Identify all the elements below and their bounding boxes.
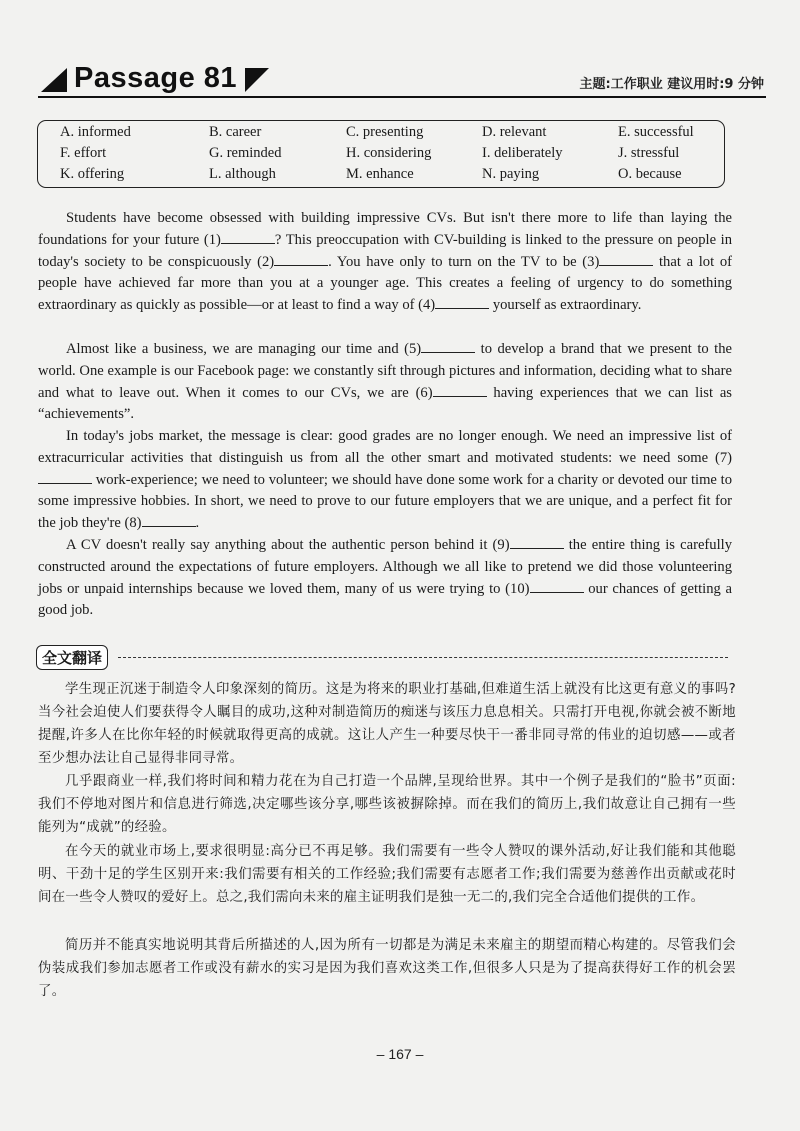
- dashed-divider: [118, 657, 728, 658]
- header-rule: [38, 96, 766, 98]
- right-triangle-icon: [245, 68, 269, 92]
- passage-title: Passage 81: [74, 62, 238, 94]
- option-d: D. relevant: [482, 124, 547, 140]
- text-run: the entire thing is carefully constructed around the expectations of future employers. Although we all like to pretend we did those volunteering jobs or unpaid internships because we loved them, many of us were trying to (10): [38, 537, 732, 597]
- blank-6[interactable]: [433, 384, 487, 397]
- page-number: – 167 –: [376, 1046, 424, 1062]
- translation-paragraph-2: 几乎跟商业一样,我们将时间和精力花在为自己打造一个品牌,呈现给世界。其中一个例子是我们的“脸书”页面:我们不停地对图片和信息进行筛选,决定哪些该分享,哪些该被摒除掉。而在我们的简历上,我们故意让自己拥有一些能列为“成就”的经验。: [38, 774, 736, 835]
- text-run: Almost like a business, we are managing our time and (5): [66, 341, 422, 357]
- text-run: that a lot of people have achieved far more than you at a younger age. This creates a feeling of urgency to do something extraordinary as quickly as possible—or at least to find a way of (4): [38, 253, 732, 314]
- blank-1[interactable]: [221, 231, 275, 244]
- blank-10[interactable]: [530, 580, 584, 593]
- topic-and-time: 主题:工作职业 建议用时:9 分钟: [579, 77, 764, 92]
- translation-label: 全文翻译: [36, 645, 108, 670]
- translation-paragraph-3: 在今天的就业市场上,要求很明显:高分已不再足够。我们需要有一些令人赞叹的课外活动,好让我们能和其他聪明、干劲十足的学生区别开来:我们需要有相关的工作经验;我们需要有志愿者工作;我们需要为慈善作出贡献或花时间在一些令人赞叹的爱好上。总之,我们需向未来的雇主证明我们是独一无二的,我们完全合适他们提供的工作。: [38, 844, 736, 905]
- option-l: L. although: [209, 166, 276, 182]
- text-run: .: [195, 515, 200, 532]
- option-k: K. offering: [60, 166, 125, 182]
- text-run: ? This preoccupation with CV-building is linked to the pressure on people in today's society to be conspicuously (2): [38, 231, 732, 270]
- text-run: yourself as extraordinary.: [489, 297, 642, 314]
- option-n: N. paying: [482, 166, 540, 182]
- option-c: C. presenting: [346, 124, 424, 140]
- option-j: J. stressful: [618, 145, 680, 161]
- option-i: I. deliberately: [482, 145, 563, 161]
- option-e: E. successful: [618, 124, 694, 140]
- left-triangle-icon: [41, 68, 67, 92]
- word-bank: [37, 120, 725, 188]
- option-g: G. reminded: [209, 145, 282, 161]
- passage-paragraph-3: [38, 426, 732, 535]
- translation-paragraph-4: 简历并不能真实地说明其背后所描述的人,因为所有一切都是为满足未来雇主的期望而精心构建的。尽管我们会伪装成我们参加志愿者工作或没有薪水的实习是因为我们喜欢这类工作,但很多人只是为了提高获得好工作的机会罢了。: [38, 938, 736, 999]
- blank-9[interactable]: [510, 536, 564, 549]
- blank-3[interactable]: [599, 253, 653, 266]
- translation-paragraph-1: 学生现正沉迷于制造令人印象深刻的简历。这是为将来的职业打基础,但难道生活上就没有比这更有意义的事吗?当今社会迫使人们要获得令人瞩目的成功,这种对制造简历的痴迷与该压力息息相关。只需打开电视,你就会被不断地提醒,许多人在比你年轻的时候就取得更高的成就。这让人产生一种要尽快干一番非同寻常的伟业的迫切感——或者至少想办法让自己显得非同寻常。: [38, 682, 736, 766]
- text-run: to develop a brand that we present to the world. One example is our Facebook page: we constantly sift through pictures and information, deciding what to share and what to leave out. When it comes to our CVs, we are (6): [38, 341, 732, 401]
- blank-4[interactable]: [435, 296, 489, 309]
- passage-paragraph-1: [38, 208, 732, 317]
- text-run: Students have become obsessed with building impressive CVs. But isn't there more to life than laying the foundations for your future (1): [38, 210, 732, 248]
- option-a: A. informed: [60, 124, 131, 140]
- passage-header: [38, 60, 766, 100]
- text-run: In today's jobs market, the message is clear: good grades are no longer enough. We need an impressive list of extracurricular activities that distinguish us from all the other smart and motivated students: we need some (7): [38, 428, 732, 466]
- blank-8[interactable]: [142, 514, 196, 527]
- passage-paragraph-2: [38, 339, 732, 426]
- text-run: work-experience; we need to volunteer; we should have done some work for a charity or devoted our time to some impressive hobbies. In short, we need to prove to our future employers that we are unique, and a perfect fit for the job they're (8): [38, 471, 732, 532]
- blank-5[interactable]: [421, 340, 475, 353]
- option-f: F. effort: [60, 145, 107, 161]
- blank-2[interactable]: [274, 253, 328, 266]
- option-m: M. enhance: [346, 166, 414, 182]
- option-o: O. because: [618, 166, 682, 182]
- blank-7[interactable]: [38, 471, 92, 484]
- text-run: having experiences that we can list as “achievements”.: [38, 384, 732, 423]
- text-run: A CV doesn't really say anything about the authentic person behind it (9): [66, 537, 510, 553]
- text-run: . You have only to turn on the TV to be (3): [328, 253, 600, 270]
- text-run: our chances of getting a good job.: [38, 580, 733, 619]
- option-h: H. considering: [346, 145, 432, 161]
- passage-paragraph-4: [38, 535, 732, 622]
- option-b: B. career: [209, 124, 262, 140]
